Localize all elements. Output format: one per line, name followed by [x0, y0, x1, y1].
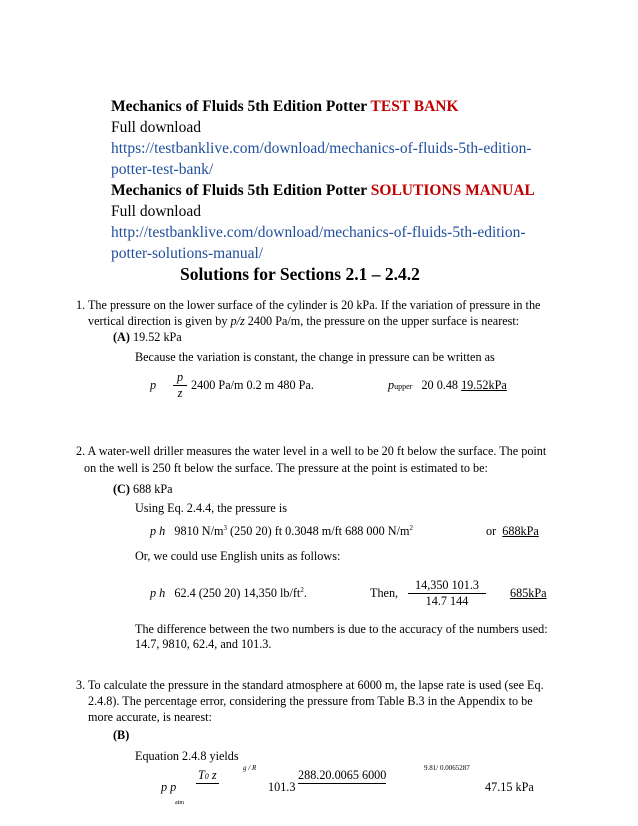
header-line-5 — [111, 180, 535, 201]
section-title: Solutions for Sections 2.1 – 2.4.2 — [180, 264, 420, 284]
solutions-manual-link-cont[interactable]: potter-solutions-manual/ — [111, 245, 264, 262]
q1-answer-value: 19.52 kPa — [132, 330, 182, 344]
q3-line-3: more accurate, is nearest: — [88, 710, 212, 724]
q2-frac-num: 14,350 101.3 — [408, 578, 486, 594]
q3-atm: atm — [175, 800, 184, 806]
q3-frac-1: T0 z — [198, 768, 217, 782]
q2-diff-1: The difference between the two numbers is due to the accuracy of the numbers used: — [135, 622, 548, 636]
test-bank-tag: TEST BANK — [370, 98, 459, 115]
q3-line-2: 2.4.8). The percentage error, considering the pressure from Table B.3 in the Appendix to be — [88, 694, 533, 708]
q3-eq-yields: Equation 2.4.8 yields — [135, 749, 239, 763]
q2-or-line: Or, we could use English units as follows: — [135, 549, 341, 563]
test-bank-link[interactable]: https://testbanklive.com/download/mechanics-of-fluids-5th-edition- — [111, 140, 532, 157]
q1-eq2: pupper 20 0.48 19.52kPa — [388, 378, 507, 392]
q1-eq-p: p — [150, 378, 157, 392]
q1-line-1: 1. The pressure on the lower surface of the cylinder is 20 kPa. If the variation of pressure in the — [76, 298, 541, 312]
q1-eq-rest: 2400 Pa/m 0.2 m 480 Pa. — [191, 378, 314, 392]
q1-gradient-symbol: p/z — [230, 314, 245, 328]
q2-answer-value: 688 kPa — [132, 482, 173, 496]
q2-fraction — [408, 578, 486, 609]
q2-line-2: on the well is 250 ft below the surface. The pressure at the point is estimated to be: — [84, 461, 488, 475]
q2-eq1-or: or 688kPa — [486, 524, 539, 538]
q2-eq1: p h 9810 $N/m^3$ (250 20) ft 0.3048 m/ft 688 000 $N/m^2$ — [150, 523, 413, 538]
q3-exp-1: g / R — [243, 764, 257, 772]
q1-answer-letter: (A) — [113, 330, 130, 344]
q1-explanation: Because the variation is constant, the change in pressure can be written as — [135, 350, 495, 364]
book-title-1: Mechanics of Fluids 5th Edition Potter — [111, 98, 367, 115]
q2-line-1: 2. A water-well driller measures the water level in a well to be 20 ft below the surface. The point — [76, 444, 547, 458]
q1-answer — [113, 330, 182, 345]
full-download-label-2: Full download — [111, 203, 201, 220]
q3-answer-letter: (B) — [113, 728, 130, 742]
q2-frac-den: 14.7 144 — [425, 594, 469, 608]
q3-val-1: 101.3 — [268, 780, 296, 794]
solutions-manual-link[interactable]: http://testbanklive.com/download/mechanics-of-fluids-5th-edition- — [111, 224, 526, 241]
q3-result: 47.15 kPa — [485, 780, 534, 794]
q2-then: Then, — [370, 586, 399, 600]
q2-result-1: 688kPa — [502, 524, 539, 538]
header-line-1 — [111, 96, 459, 117]
q1-frac-num: p — [173, 370, 187, 386]
q1-result: 19.52kPa — [461, 378, 507, 392]
q3-pp: p p — [161, 780, 177, 794]
test-bank-link-cont[interactable]: potter-test-bank/ — [111, 161, 214, 178]
q2-using: Using Eq. 2.4.4, the pressure is — [135, 501, 287, 515]
q1-frac-den: z — [177, 386, 183, 400]
q1-fraction — [173, 370, 187, 401]
q3-exp-2: 9.81/ 0.0065287 — [424, 764, 470, 772]
full-download-label-1: Full download — [111, 119, 201, 136]
book-title-2: Mechanics of Fluids 5th Edition Potter — [111, 182, 367, 199]
q2-result-2: 685kPa — [510, 586, 547, 600]
solutions-manual-tag: SOLUTIONS MANUAL — [370, 182, 535, 199]
q2-eq2: p h 62.4 (250 20) 14,350 $lb/ft^2$. — [150, 585, 307, 600]
q3-frac-2: 288.20.0065 6000 — [298, 768, 387, 782]
q1-line-2: vertical direction is given by p/z 2400 Pa/m, the pressure on the upper surface is nearest: — [88, 314, 520, 328]
q2-answer-letter: (C) — [113, 482, 130, 496]
q2-answer — [113, 482, 173, 497]
q3-line-1: 3. To calculate the pressure in the standard atmosphere at 6000 m, the lapse rate is used (see Eq. — [76, 678, 544, 692]
q2-diff-2: 14.7, 9810, 62.4, and 101.3. — [135, 637, 272, 651]
